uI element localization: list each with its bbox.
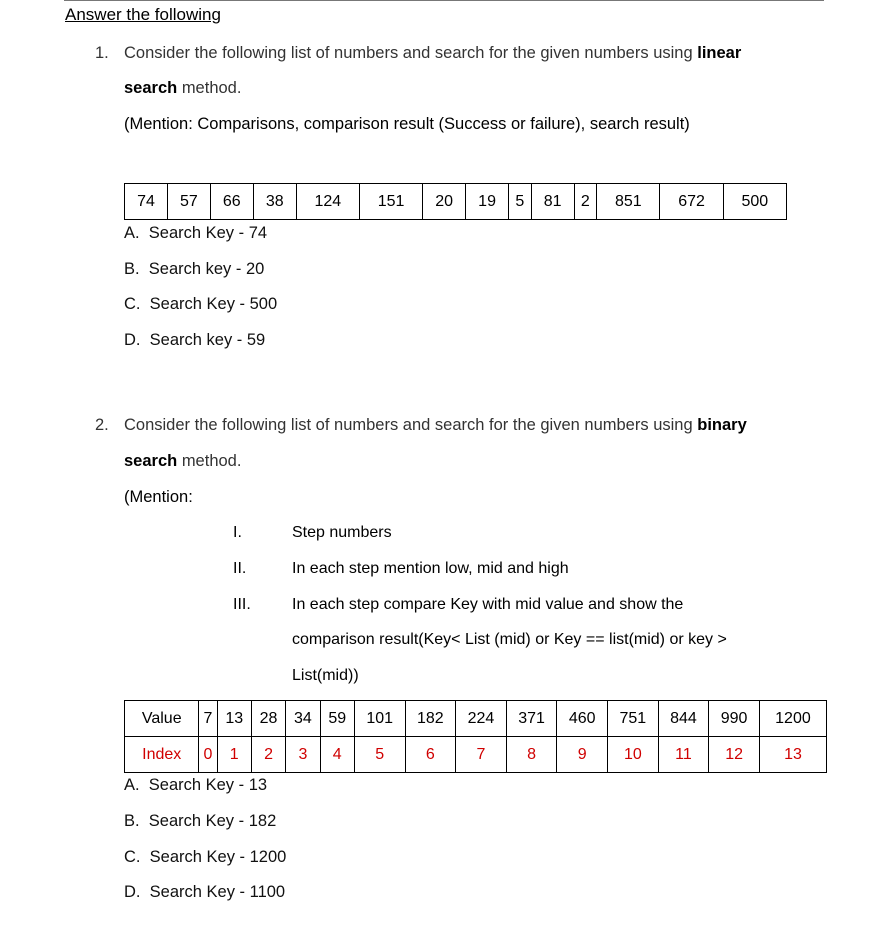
step-text-continued: List(mid)) — [292, 667, 359, 684]
index-cell: 11 — [658, 737, 709, 773]
q2-key-a — [124, 776, 267, 795]
step-text-continued: comparison result(Key< List (mid) or Key == list(mid) or key > — [292, 631, 727, 648]
value-cell: 34 — [286, 701, 320, 737]
q2-key-b — [124, 812, 276, 831]
index-cell: 4 — [320, 737, 354, 773]
value-cell: 224 — [456, 701, 507, 737]
index-cell: 1 — [217, 737, 251, 773]
q2-line2 — [124, 452, 241, 471]
q2-line2-bold: search — [124, 452, 178, 470]
index-cell: 12 — [709, 737, 760, 773]
key-letter: B. — [124, 260, 140, 278]
list-cell: 57 — [167, 184, 210, 220]
value-cell: 13 — [217, 701, 251, 737]
index-cell: 3 — [286, 737, 320, 773]
list-cell: 500 — [723, 184, 786, 220]
q1-list-row — [125, 184, 787, 220]
key-text: Search Key - 1200 — [149, 848, 287, 866]
value-cell: 7 — [199, 701, 217, 737]
q1-key-d — [124, 331, 265, 350]
list-cell: 20 — [423, 184, 466, 220]
value-cell: 1200 — [759, 701, 826, 737]
value-cell: 460 — [557, 701, 608, 737]
list-cell: 81 — [531, 184, 574, 220]
q1-key-c — [124, 295, 277, 314]
row-header-index: Index — [125, 737, 199, 773]
value-cell: 844 — [658, 701, 709, 737]
key-text: Search Key - 1100 — [149, 883, 286, 901]
key-letter: D. — [124, 883, 141, 901]
q1-line2-bold: search — [124, 79, 178, 97]
value-cell: 751 — [608, 701, 659, 737]
list-cell: 2 — [574, 184, 597, 220]
step-text: Step numbers — [292, 524, 392, 541]
index-cell: 8 — [506, 737, 557, 773]
page-heading: Answer the following — [65, 5, 221, 24]
q2-mention: (Mention: — [124, 488, 193, 506]
q2-key-d — [124, 883, 285, 902]
step-numeral: III. — [233, 596, 251, 613]
q1-mention: (Mention: Comparisons, comparison result (Success or failure), search result) — [124, 115, 690, 133]
key-text: Search Key - 182 — [148, 812, 277, 830]
q2-line2-text: method. — [181, 452, 242, 470]
list-cell: 5 — [509, 184, 532, 220]
value-cell: 990 — [709, 701, 760, 737]
value-cell: 182 — [405, 701, 456, 737]
index-cell: 13 — [759, 737, 826, 773]
q2-value-index-table — [124, 700, 827, 773]
q1-line2 — [124, 79, 241, 98]
list-cell: 151 — [359, 184, 422, 220]
list-cell: 124 — [296, 184, 359, 220]
q2-line1 — [124, 416, 747, 435]
row-header-value: Value — [125, 701, 199, 737]
index-cell: 7 — [456, 737, 507, 773]
step-numeral: II. — [233, 560, 247, 577]
key-text: Search Key - 13 — [148, 776, 268, 794]
key-text: Search Key - 74 — [148, 224, 268, 242]
key-text: Search key - 20 — [148, 260, 265, 278]
q1-number: 1. — [95, 44, 109, 62]
q1-line1-bold: linear — [697, 44, 742, 62]
q1-key-b — [124, 260, 264, 279]
key-letter: A. — [124, 776, 140, 794]
key-letter: C. — [124, 295, 141, 313]
value-cell: 101 — [354, 701, 405, 737]
value-row — [125, 701, 827, 737]
value-cell: 28 — [251, 701, 285, 737]
key-text: Search key - 59 — [149, 331, 266, 349]
index-cell: 9 — [557, 737, 608, 773]
list-cell: 851 — [597, 184, 660, 220]
step-text: In each step mention low, mid and high — [292, 560, 569, 577]
q1-line1-text: Consider the following list of numbers and search for the given numbers using — [124, 44, 693, 62]
q1-line2-text: method. — [181, 79, 242, 97]
q2-line1-bold: binary — [697, 416, 747, 434]
q1-number-list-table — [124, 183, 787, 220]
list-cell: 38 — [253, 184, 296, 220]
key-letter: C. — [124, 848, 141, 866]
index-cell: 0 — [199, 737, 217, 773]
index-cell: 10 — [608, 737, 659, 773]
index-cell: 6 — [405, 737, 456, 773]
key-letter: B. — [124, 812, 140, 830]
index-cell: 5 — [354, 737, 405, 773]
index-row — [125, 737, 827, 773]
value-cell: 371 — [506, 701, 557, 737]
q2-key-c — [124, 848, 286, 867]
top-rule — [64, 0, 824, 1]
key-letter: A. — [124, 224, 140, 242]
q2-line1-text: Consider the following list of numbers and search for the given numbers using — [124, 416, 693, 434]
q1-key-a — [124, 224, 267, 243]
q1-line1 — [124, 44, 741, 63]
index-cell: 2 — [251, 737, 285, 773]
list-cell: 74 — [125, 184, 168, 220]
q2-number: 2. — [95, 416, 109, 434]
step-numeral: I. — [233, 524, 242, 541]
key-text: Search Key - 500 — [149, 295, 278, 313]
list-cell: 66 — [210, 184, 253, 220]
list-cell: 19 — [466, 184, 509, 220]
list-cell: 672 — [660, 184, 723, 220]
value-cell: 59 — [320, 701, 354, 737]
key-letter: D. — [124, 331, 141, 349]
step-text: In each step compare Key with mid value and show the — [292, 596, 684, 613]
